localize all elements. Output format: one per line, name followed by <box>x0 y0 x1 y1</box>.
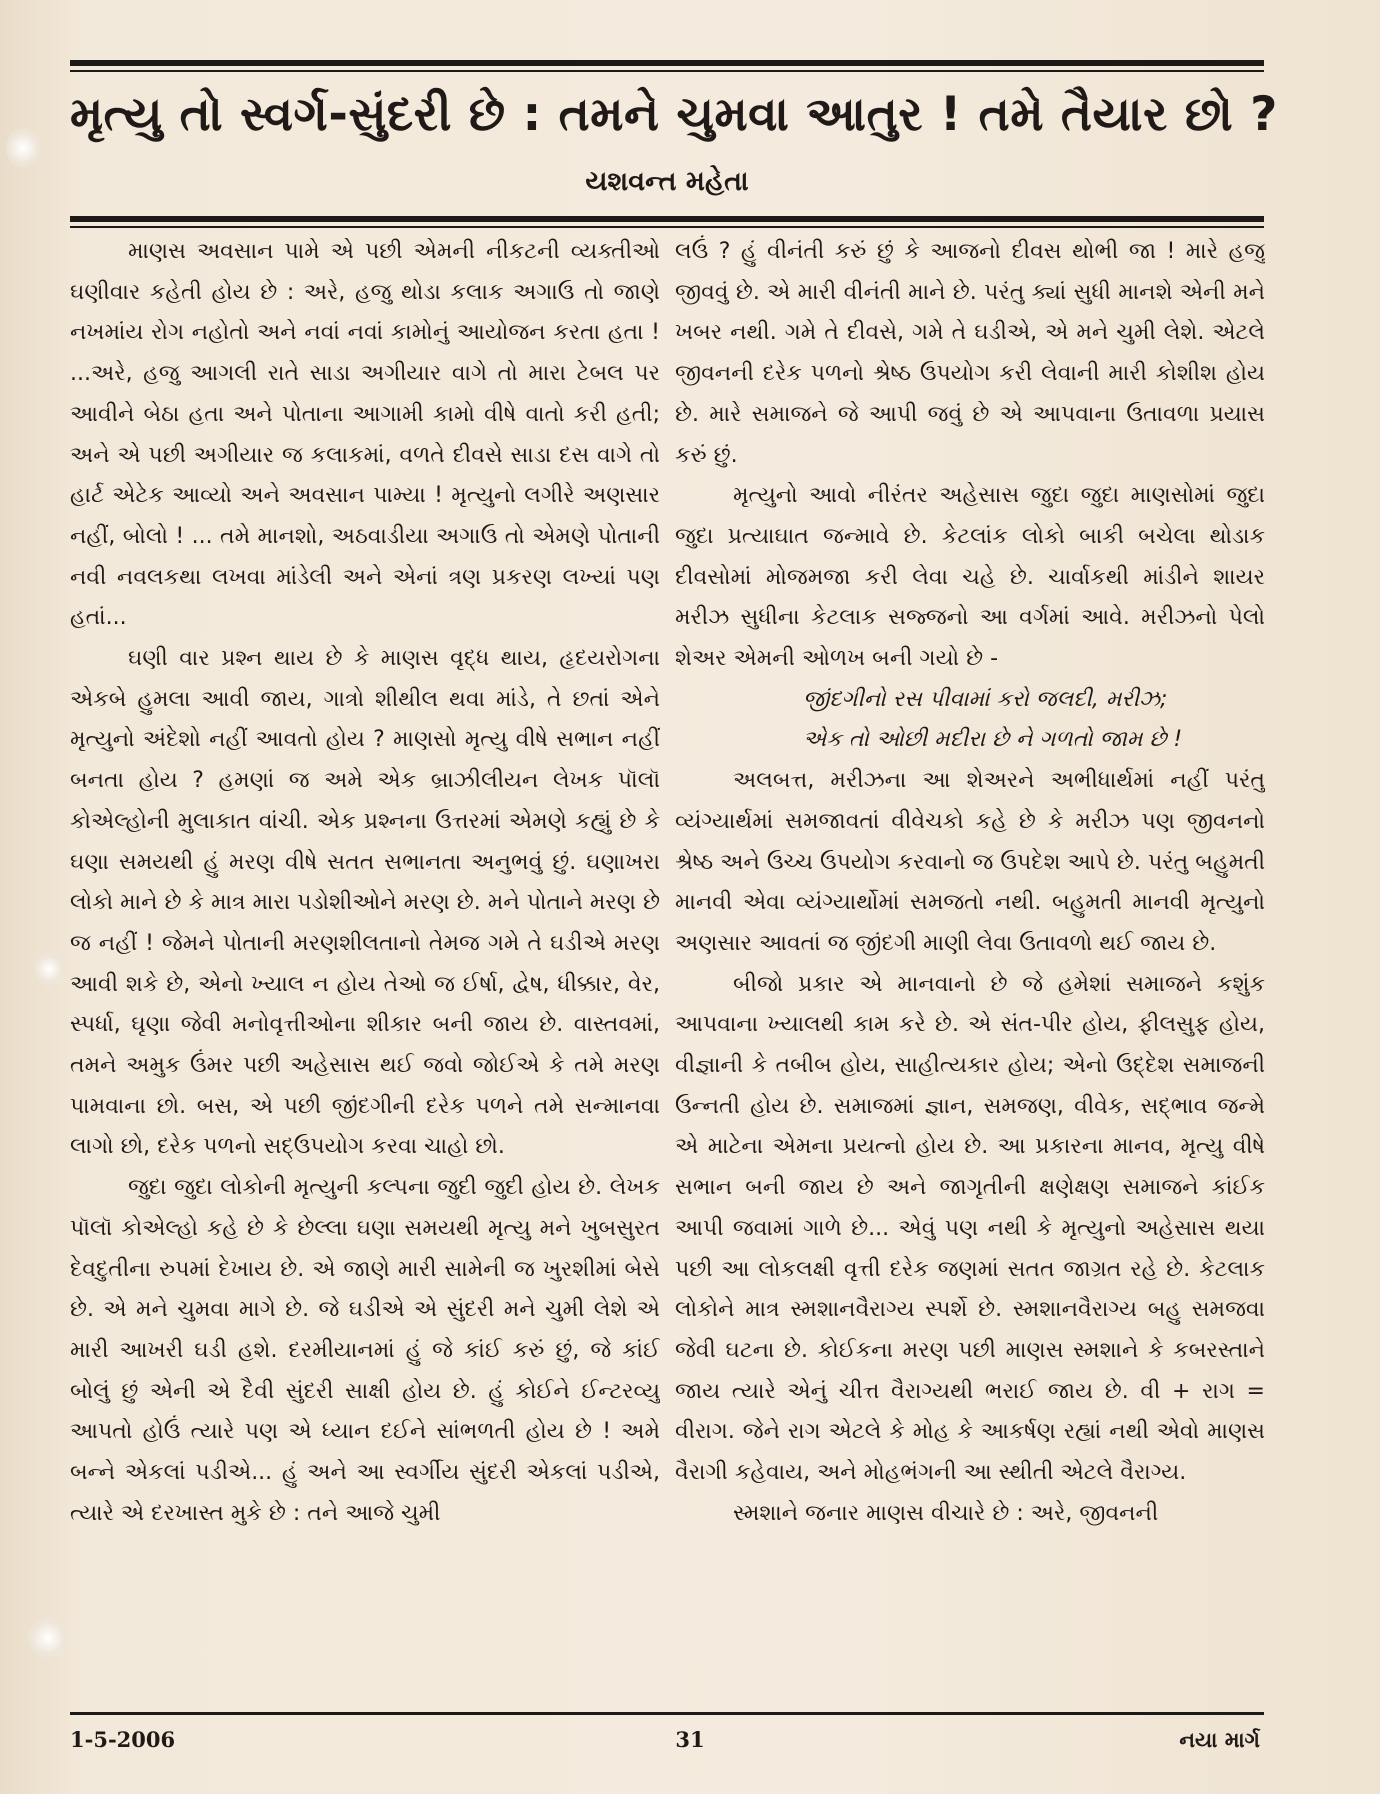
header-rule <box>70 216 1264 222</box>
paragraph: ઘણી વાર પ્રશ્ન થાય છે કે માણસ વૃદ્ધ થાય, હૃદયરોગના એકબે હુમલા આવી જાય, ગાત્રો શીથીલ થવા માંડે, તે છતાં એને મૃત્યુનો અંદેશો નહીં આવતો હોય ? માણસો મૃત્યુ વીષે સભાન નહીં બનતા હોય ? હમણાં જ અમે એક બ્રાઝીલીયન લેખક પૉલૉ કોએલ્હોની મુલાકાત વાંચી. એક પ્રશ્નના ઉત્તરમાં એમણે કહ્યું છે કે ઘણા સમયથી હું મરણ વીષે સતત સભાનતા અનુભવું છું. ઘણાખરા લોકો માને છે કે માત્ર મારા પડોશીઓને મરણ છે. મને પોતાને મરણ છે જ નહીં ! જેમને પોતાની મરણશીલતાનો તેમજ ગમે તે ઘડીએ મરણ આવી શકે છે, એનો ખ્યાલ ન હોય તેઓ જ ઈર્ષા, દ્વેષ, ધીક્કાર, વેર, સ્પર્ધા, ઘૃણા જેવી મનોવૃત્તીઓના શીકાર બની જાય છે. વાસ્તવમાં, તમને અમુક ઉંમર પછી અહેસાસ થઈ જવો જોઈએ કે તમે મરણ પામવાના છો. બસ, એ પછી જીંદગીની દરેક પળને તમે સન્માનવા લાગો છો, દરેક પળનો સદ્ઉપયોગ કરવા ચાહો છો. <box>70 646 660 1160</box>
paragraph: લઉં ? હું વીનંતી કરું છું કે આજનો દીવસ થોભી જા ! મારે હજુ જીવવું છે. એ મારી વીનંતી માને છે. પરંતુ ક્યાં સુધી માનશે એની મને ખબર નથી. ગમે તે દીવસે, ગમે તે ઘડીએ, એ મને ચુમી લેશે. એટલે જીવનની દરેક પળનો શ્રેષ્ઠ ઉપયોગ કરી લેવાની મારી કોશીશ હોય છે. મારે સમાજને જે આપી જવું છે એ આપવાના ઉતાવળા પ્રયાસ કરું છું. <box>675 239 1265 468</box>
paragraph: સ્મશાને જનાર માણસ વીચારે છે : અરે, જીવનની <box>733 1500 1159 1526</box>
paragraph: બીજો પ્રકાર એ માનવાનો છે જે હમેશાં સમાજને કશુંક આપવાના ખ્યાલથી કામ કરે છે. એ સંત-પીર હોય, ફીલસુફ હોય, વીજ્ઞાની કે તબીબ હોય, સાહીત્યકાર હોય; એનો ઉદ્દેશ સમાજની ઉન્નતી હોય છે. સમાજમાં જ્ઞાન, સમજણ, વીવેક, સદ્ભાવ જન્મે એ માટેના એમના પ્રયત્નો હોય છે. આ પ્રકારના માનવ, મૃત્યુ વીષે સભાન બની જાય છે અને જાગૃતીની ક્ષણેક્ષણ સમાજને કાંઈક આપી જવામાં ગાળે છે... એવું પણ નથી કે મૃત્યુનો અહેસાસ થયા પછી આ લોકલક્ષી વૃત્તી દરેક જણમાં સતત જાગ્રત રહે છે. કેટલાક લોકોને માત્ર સ્મશાનવૈરાગ્ય સ્પર્શે છે. સ્મશાનવૈરાગ્ય બહુ સમજવા જેવી ઘટના છે. કોઈકના મરણ પછી માણસ સ્મશાને કે કબરસ્તાને જાય ત્યારે એનું ચીત્ત વૈરાગ્યથી ભરાઈ જાય છે. વી + રાગ = વીરાગ. જેને રાગ એટલે કે મોહ કે આકર્ષણ રહ્યાં નથી એવો માણસ વૈરાગી કહેવાય, અને મોહભંગની આ સ્થીતી એટલે વૈરાગ્ય. <box>675 971 1265 1486</box>
left-column <box>70 232 660 1702</box>
issue-date: 1-5-2006 <box>70 1727 176 1752</box>
paragraph: માણસ અવસાન પામે એ પછી એમની નીકટની વ્યક્તીઓ ઘણીવાર કહેતી હોય છે : અરે, હજુ થોડા કલાક અગાઉ તો જાણે નખમાંય રોગ નહોતો અને નવાં નવાં કામોનું આયોજન કરતા હતા ! ...અરે, હજુ આગલી રાતે સાડા અગીયાર વાગે તો મારા ટેબલ પર આવીને બેઠા હતા અને પોતાના આગામી કામો વીષે વાતો કરી હતી; અને એ પછી અગીયાર જ કલાકમાં, વળતે દીવસે સાડા દસ વાગે તો હાર્ટ એટેક આવ્યો અને અવસાન પામ્યા ! મૃત્યુનો લગીરે અણસાર નહીં, બોલો ! ... તમે માનશો, અઠવાડીયા અગાઉ તો એમણે પોતાની નવી નવલકથા લખવા માંડેલી અને એનાં ત્રણ પ્રકરણ લખ્યાં પણ હતાં... <box>70 239 660 631</box>
article-title: મૃત્યુ તો સ્વર્ગ-સુંદરી છે : તમને ચુમવા આતુર ! તમે તૈયાર છો ? <box>70 87 1278 142</box>
right-column <box>675 232 1265 1702</box>
header-rule-thin <box>70 226 1264 228</box>
footer-rule <box>70 1712 1264 1715</box>
top-rule <box>70 60 1264 66</box>
magazine-name: નયા માર્ગ <box>1179 1728 1260 1752</box>
paragraph: જુદા જુદા લોકોની મૃત્યુની કલ્પના જુદી જુદી હોય છે. લેખક પૉલૉ કોએલ્હો કહે છે કે છેલ્લા ઘણા સમયથી મૃત્યુ મને ખુબસુરત દેવદુતીના રુપમાં દેખાય છે. એ જાણે મારી સામેની જ ખુરશીમાં બેસે છે. એ મને ચુમવા માગે છે. જે ઘડીએ એ સુંદરી મને ચુમી લેશે એ મારી આખરી ઘડી હશે. દરમીયાનમાં હું જે કાંઈ કરું છું, જે કાંઈ બોલું છું એની એ દૈવી સુંદરી સાક્ષી હોય છે. હું કોઈને ઈન્ટરવ્યુ આપતો હોઉં ત્યારે પણ એ ધ્યાન દઈને સાંભળતી હોય છે ! અમે બન્ને એકલાં પડીએ... હું અને આ સ્વર્ગીય સુંદરી એકલાં પડીએ, ત્યારે એ દરખાસ્ત મુકે છે : તને આજે ચુમી <box>70 1175 660 1526</box>
article-author: યશવન્ત મહેતા <box>585 166 749 197</box>
punch-hole <box>34 952 64 986</box>
paragraph: મૃત્યુનો આવો નીરંતર અહેસાસ જુદા જુદા માણસોમાં જુદા જુદા પ્રત્યાઘાત જન્માવે છે. કેટલાંક લોકો બાકી બચેલા થોડાક દીવસોમાં મોજમજા કરી લેવા ચહે છે. ચાર્વાકથી માંડીને શાયર મરીઝ સુધીના કેટલાક સજ્જનો આ વર્ગમાં આવે. મરીઝનો પેલો શેઅર એમની ઓળખ બની ગયો છે - <box>675 483 1265 672</box>
verse-line: જીંદગીનો રસ પીવામાં કરો જલદી, મરીઝ; <box>803 686 1168 712</box>
punch-hole <box>28 1618 68 1658</box>
top-rule-thin <box>70 70 1264 72</box>
verse-line: એક તો ઓછી મદીરા છે ને ગળતો જામ છે ! <box>803 727 1183 753</box>
page-number: 31 <box>675 1727 705 1752</box>
paragraph: અલબત્ત, મરીઝના આ શેઅરને અભીધાર્થમાં નહીં પરંતુ વ્યંગ્યાર્થમાં સમજાવતાં વીવેચકો કહે છે કે મરીઝ પણ જીવનનો શ્રેષ્ઠ અને ઉચ્ચ ઉપયોગ કરવાનો જ ઉપદેશ આપે છે. પરંતુ બહુમતી માનવી એવા વ્યંગ્યાર્થોમાં સમજતો નથી. બહુમતી માનવી મૃત્યુનો અણસાર આવતાં જ જીંદગી માણી લેવા ઉતાવળો થઈ જાય છે. <box>675 768 1265 956</box>
punch-hole <box>6 128 40 168</box>
